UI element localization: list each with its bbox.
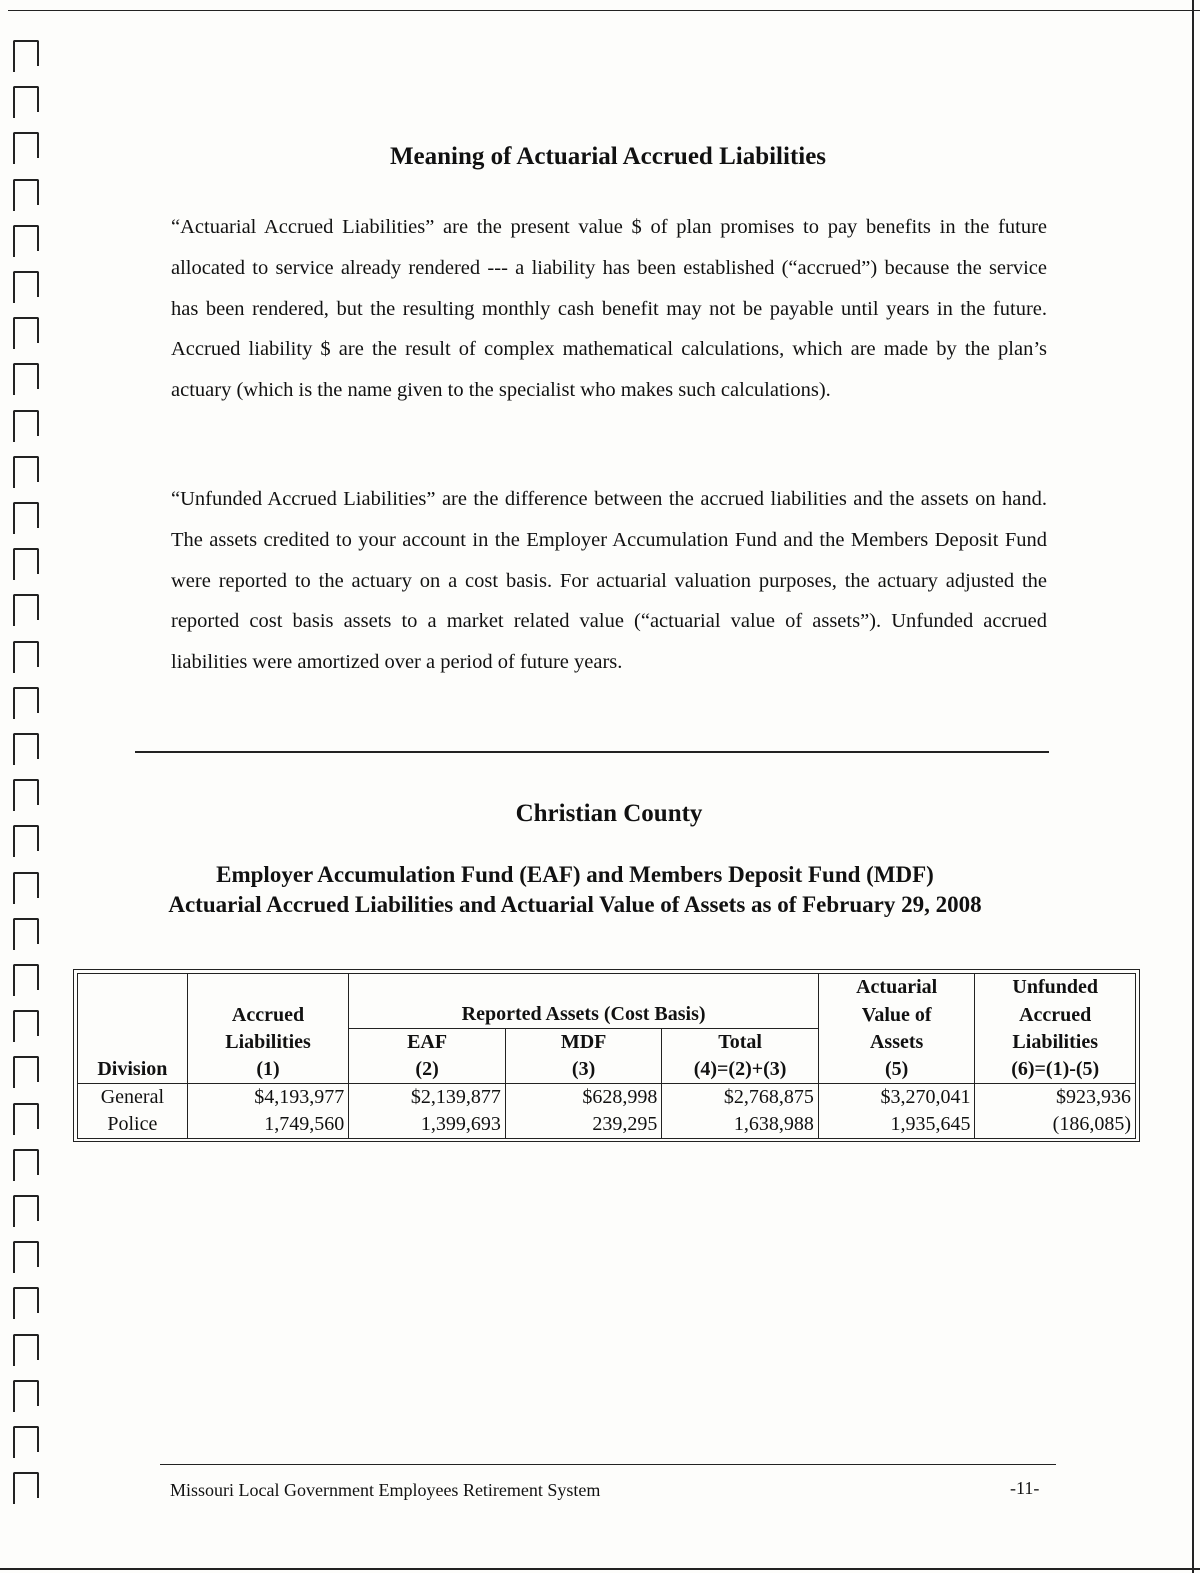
binder-ring-icon (13, 1472, 39, 1498)
binder-ring-icon (13, 1149, 39, 1175)
binder-ring-icon (13, 1010, 39, 1036)
top-border (8, 10, 1200, 11)
cell-mdf: 239,295 (505, 1111, 661, 1139)
header-accrued-l1: Accrued (187, 1001, 349, 1029)
paragraph-unfunded-accrued: “Unfunded Accrued Liabilities” are the difference between the accrued liabilities and the assets on hand. The assets credited to your account in the Employer Accumulation Fund and the Members Deposit Fund were reported to the actuary on a cost basis. For actuarial valuation purposes, the actuary adjusted the reported cost basis assets to a market related value (“actuarial value of assets”). Unfunded accrued liabilities were amortized over a period of future years. (171, 488, 1047, 674)
table-row (78, 1111, 1136, 1139)
binder-ring-icon (13, 502, 39, 528)
binder-ring-icon (13, 317, 39, 343)
binder-ring-icon (13, 86, 39, 112)
paragraph-actuarial-accrued: “Actuarial Accrued Liabilities” are the present value $ of plan promises to pay benefits in the future allocated to service already rendered --- a liability has been established (“accrued”) because the service has been rendered, but the resulting monthly cash benefit may not be payable until years in the future. Accrued liability $ are the result of complex mathematical calculations, which are made by the plan’s actuary (which is the name given to the specialist who makes such calculations). (171, 216, 1047, 402)
header-total-l1: Total (662, 1029, 819, 1057)
table-title-line1: Employer Accumulation Fund (EAF) and Members Deposit Fund (MDF) (216, 862, 934, 887)
header-total-l2: (4)=(2)+(3) (662, 1056, 819, 1084)
cell-total: 1,638,988 (662, 1111, 819, 1139)
table-title-line2: Actuarial Accrued Liabilities and Actuarial Value of Assets as of February 29, 2008 (168, 892, 982, 917)
binder-ring-icon (13, 1241, 39, 1267)
right-border (1192, 0, 1194, 1573)
table-row (78, 1084, 1136, 1112)
cell-accrued: 1,749,560 (187, 1111, 349, 1139)
county-title: Christian County (515, 800, 703, 827)
binder-ring-icon (13, 825, 39, 851)
binder-ring-icon (13, 1195, 39, 1221)
cell-actuarial: $3,270,041 (818, 1084, 975, 1112)
binder-ring-icon (13, 363, 39, 389)
header-unfunded-l1: Unfunded (975, 974, 1136, 1002)
binder-ring-icon (13, 1103, 39, 1129)
binder-ring-icon (13, 1334, 39, 1360)
header-mdf-l1: MDF (505, 1029, 661, 1057)
header-accrued-l3: (1) (187, 1056, 349, 1084)
binder-ring-icon (13, 1287, 39, 1313)
liabilities-table (77, 973, 1136, 1139)
header-unfunded-l4: (6)=(1)-(5) (975, 1056, 1136, 1084)
header-eaf-l2: (2) (349, 1056, 506, 1084)
cell-eaf: $2,139,877 (349, 1084, 506, 1112)
header-eaf-l1: EAF (349, 1029, 506, 1057)
header-unfunded-l2: Accrued (975, 1001, 1136, 1029)
cell-division: Police (107, 1113, 158, 1135)
binder-ring-icon (13, 594, 39, 620)
footer-org-name: Missouri Local Government Employees Retirement System (170, 1480, 601, 1500)
bottom-border (0, 1568, 1200, 1570)
binder-ring-icon (13, 1056, 39, 1082)
binder-ring-icon (13, 179, 39, 205)
binder-ring-icon (13, 456, 39, 482)
cell-division: General (100, 1086, 165, 1108)
header-reported-assets: Reported Assets (Cost Basis) (349, 1001, 819, 1029)
section-title: Meaning of Actuarial Accrued Liabilities (389, 143, 827, 170)
section-divider (135, 751, 1049, 753)
binder-ring-icon (13, 271, 39, 297)
cell-eaf: 1,399,693 (349, 1111, 506, 1139)
binder-ring-icon (13, 40, 39, 66)
header-actuarial-l4: (5) (818, 1056, 975, 1084)
cell-total: $2,768,875 (662, 1084, 819, 1112)
header-actuarial-l1: Actuarial (818, 974, 975, 1002)
header-unfunded-l3: Liabilities (975, 1029, 1136, 1057)
page-number: -11- (1010, 1478, 1040, 1498)
cell-actuarial: 1,935,645 (818, 1111, 975, 1139)
header-mdf-l2: (3) (505, 1056, 661, 1084)
cell-accrued: $4,193,977 (187, 1084, 349, 1112)
cell-unfunded: $923,936 (975, 1084, 1136, 1112)
binder-ring-icon (13, 641, 39, 667)
binder-ring-icon (13, 687, 39, 713)
header-accrued-l2: Liabilities (187, 1029, 349, 1057)
binder-ring-icon (13, 548, 39, 574)
binder-ring-icon (13, 733, 39, 759)
header-division: Division (78, 1056, 188, 1084)
footer-rule (160, 1464, 1056, 1465)
binder-ring-icon (13, 964, 39, 990)
header-actuarial-l2: Value of (818, 1001, 975, 1029)
binder-ring-icon (13, 918, 39, 944)
binder-ring-icon (13, 225, 39, 251)
binder-ring-icon (13, 1426, 39, 1452)
cell-mdf: $628,998 (505, 1084, 661, 1112)
liabilities-table-frame (73, 969, 1140, 1142)
cell-unfunded: (186,085) (975, 1111, 1136, 1139)
header-actuarial-l3: Assets (818, 1029, 975, 1057)
binder-ring-icon (13, 410, 39, 436)
binder-ring-icon (13, 1380, 39, 1406)
